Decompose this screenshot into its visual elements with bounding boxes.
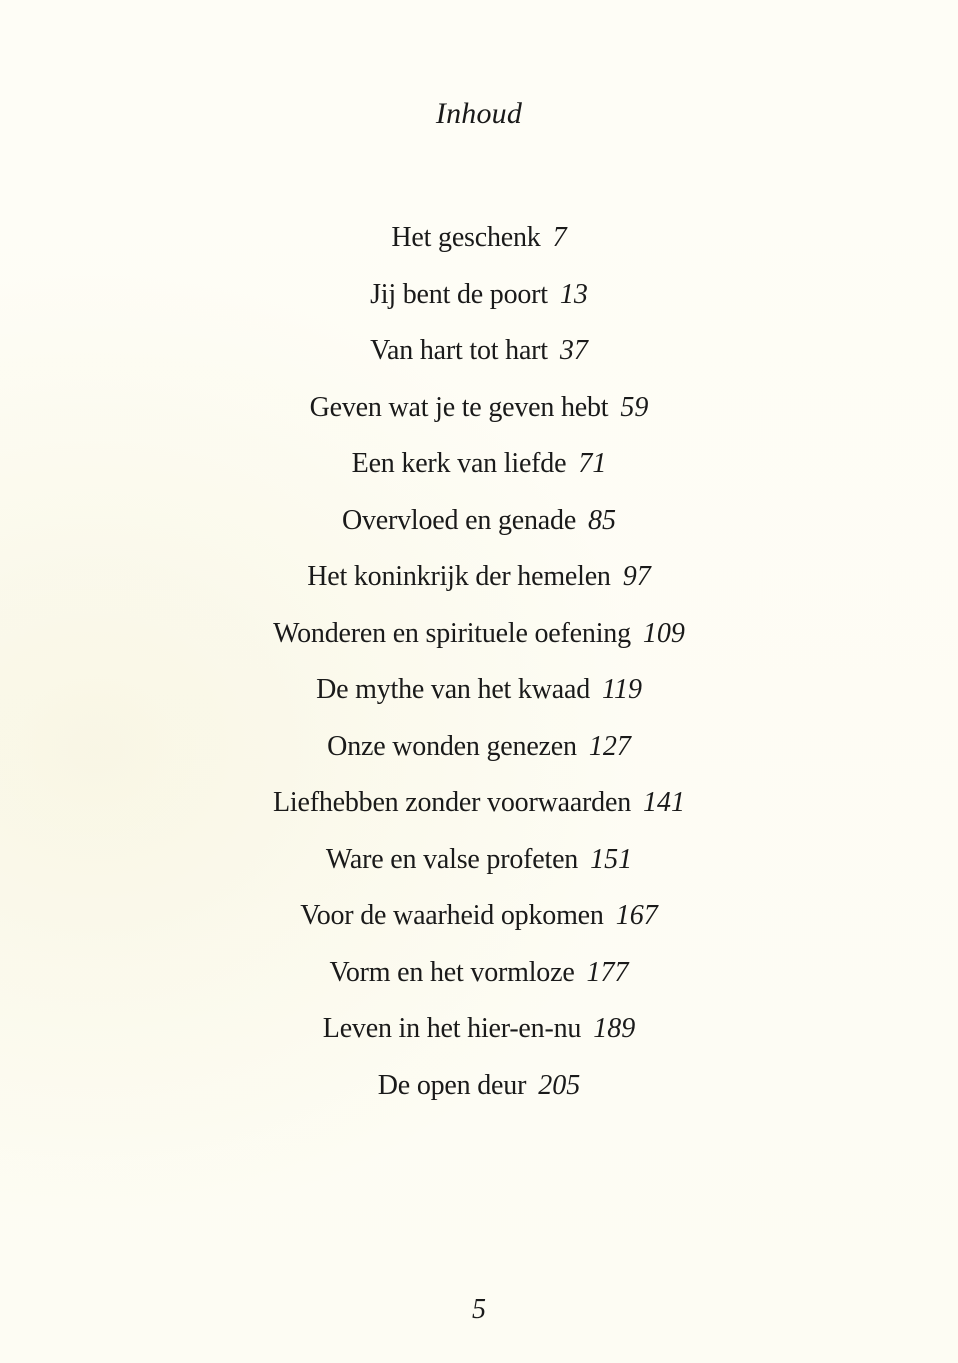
toc-entry [0,493,958,550]
toc-entry [0,210,958,267]
toc-entry [0,267,958,324]
toc-entry [0,832,958,889]
toc-entry-page: 151 [590,843,633,875]
toc-entry-page: 97 [622,561,651,592]
toc-entry-page: 141 [643,787,686,818]
toc-entry [0,775,958,832]
toc-entry [0,662,958,719]
toc-entry-page: 13 [559,278,588,310]
toc-entry [0,888,958,945]
toc-entry-title: Ware en valse profeten [325,843,579,875]
table-of-contents [0,210,958,1114]
toc-entry [0,323,958,380]
toc-entry-title: Het geschenk [391,222,541,253]
toc-entry-page: 189 [593,1013,636,1044]
toc-entry-title: Onze wonden genezen [327,730,577,762]
toc-entry-page: 205 [538,1069,581,1101]
toc-entry-title: Overvloed en genade [341,504,577,536]
toc-entry-page: 127 [588,730,631,762]
toc-entry-title: Voor de waarheid opkomen [300,900,604,931]
toc-entry [0,380,958,437]
toc-entry-page: 119 [602,674,642,705]
toc-entry-title: Een kerk van liefde [351,448,567,479]
toc-entry-title: Liefhebben zonder voorwaarden [272,787,632,818]
toc-entry-title: Het koninkrijk der hemelen [307,561,611,592]
toc-entry-title: Jij bent de poort [370,278,548,310]
toc-entry-page: 85 [588,504,617,536]
toc-entry-page: 7 [552,222,567,253]
toc-entry [0,436,958,493]
toc-entry-page: 167 [615,900,658,931]
toc-entry-title: Vorm en het vormloze [329,956,575,988]
toc-entry-title: De mythe van het kwaad [316,674,591,705]
toc-entry-title: Wonderen en spirituele oefening [273,617,631,649]
toc-entry-page: 37 [559,335,588,366]
toc-entry [0,1058,958,1115]
toc-entry [0,549,958,606]
toc-entry-title: Geven wat je te geven hebt [309,391,609,423]
toc-entry [0,719,958,776]
toc-entry-page: 177 [586,956,629,988]
toc-entry-title: Van hart tot hart [370,335,548,366]
toc-entry [0,1001,958,1058]
toc-entry-page: 59 [620,391,649,423]
toc-entry-page: 71 [578,448,607,479]
toc-entry [0,606,958,663]
page-number: 5 [472,1294,486,1325]
toc-entry-title: De open deur [377,1069,527,1101]
toc-entry-page: 109 [642,617,685,649]
toc-entry-title: Leven in het hier-en-nu [322,1013,582,1044]
toc-entry [0,945,958,1002]
page-title: Inhoud [435,97,523,130]
